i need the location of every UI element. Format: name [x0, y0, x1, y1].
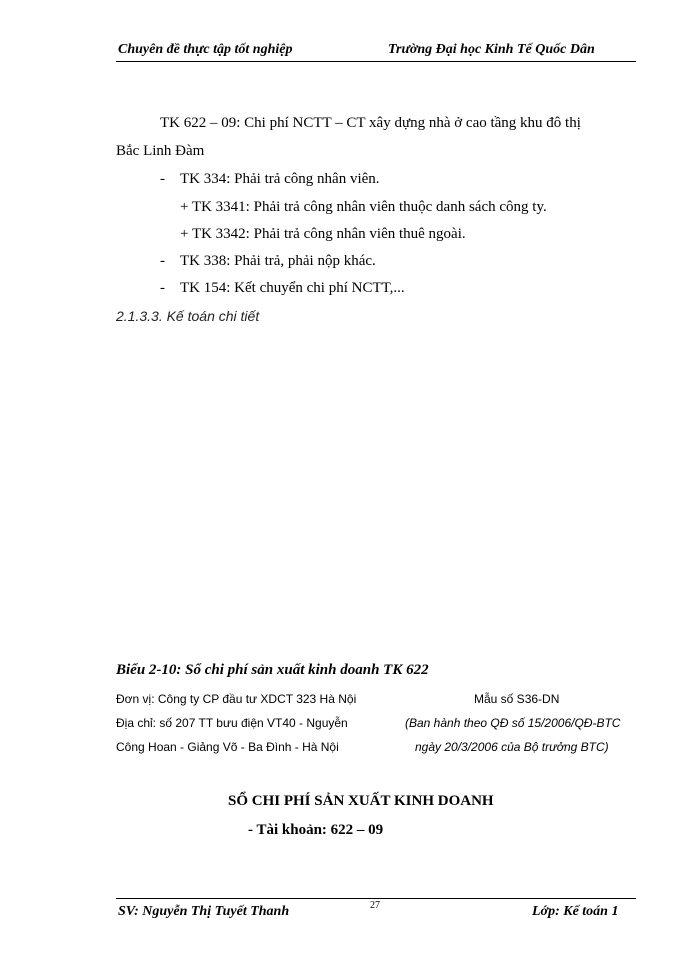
- header-right: Trường Đại học Kinh Tế Quốc Dân: [388, 42, 595, 57]
- list-item-bullet: -: [160, 253, 165, 269]
- form-number: Mẫu số S36-DN: [474, 692, 560, 706]
- body-line-1: TK 622 – 09: Chi phí NCTT – CT xây dựng nhà ở cao tầng khu đô thị: [160, 115, 581, 131]
- footer-rule: [116, 898, 636, 899]
- form-caption: Biểu 2-10: Sổ chi phí sản xuất kinh doanh TK 622: [116, 662, 429, 678]
- list-item: TK 154: Kết chuyển chi phí NCTT,...: [180, 280, 405, 296]
- list-item-bullet: -: [160, 280, 165, 296]
- list-item: TK 334: Phải trả công nhân viên.: [180, 171, 380, 187]
- form-issued-line-2: ngày 20/3/2006 của Bộ trưởng BTC): [415, 740, 609, 754]
- list-item: + TK 3342: Phải trả công nhân viên thuê ngoài.: [180, 226, 466, 242]
- form-unit: Đơn vị: Công ty CP đầu tư XDCT 323 Hà Nội: [116, 692, 357, 706]
- footer-left: SV: Nguyễn Thị Tuyết Thanh: [118, 904, 290, 919]
- list-item: + TK 3341: Phải trả công nhân viên thuộc danh sách công ty.: [180, 199, 547, 215]
- ledger-account: - Tài khoản: 622 – 09: [248, 822, 384, 838]
- body-line-2: Bắc Linh Đàm: [116, 143, 205, 159]
- form-address-line-2: Công Hoan - Giảng Võ - Ba Đình - Hà Nội: [116, 740, 339, 754]
- list-item-bullet: -: [160, 171, 165, 187]
- header-left: Chuyên đề thực tập tốt nghiệp: [118, 42, 293, 57]
- page-number: 27: [370, 900, 380, 911]
- footer-right: Lớp: Kế toán 1: [532, 904, 619, 919]
- list-item: TK 338: Phải trả, phải nộp khác.: [180, 253, 376, 269]
- subsection-heading: 2.1.3.3. Kế toán chi tiết: [116, 308, 260, 324]
- header-rule: [116, 61, 636, 62]
- ledger-title: SỔ CHI PHÍ SẢN XUẤT KINH DOANH: [228, 793, 494, 809]
- form-address-line-1: Địa chỉ: số 207 TT bưu điện VT40 - Nguyễn: [116, 716, 348, 730]
- form-issued-line-1: (Ban hành theo QĐ số 15/2006/QĐ-BTC: [405, 716, 621, 730]
